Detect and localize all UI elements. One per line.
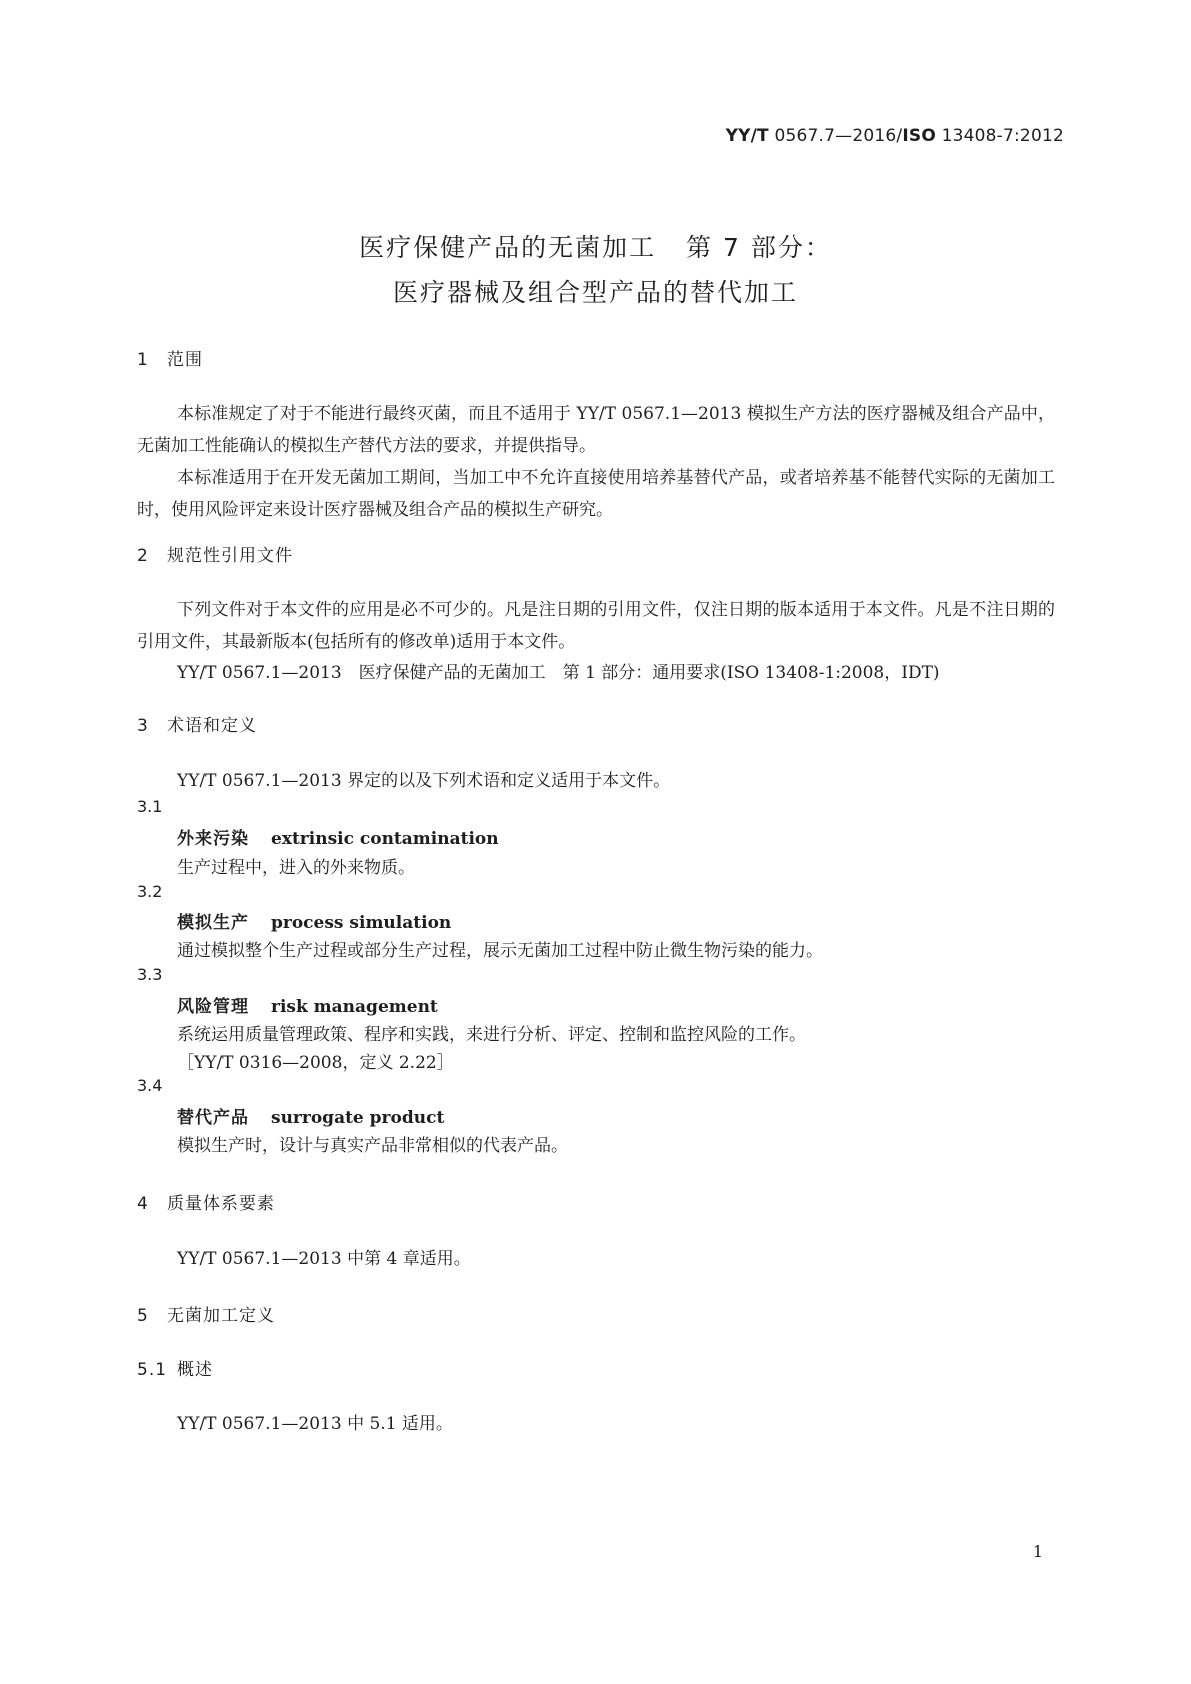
section-number: 3 [137, 716, 149, 736]
section-number: 5 [137, 1306, 149, 1326]
term-definition: 系统运用质量管理政策、程序和实践，来进行分析、评定、控制和监控风险的工作。 [177, 1025, 806, 1045]
term-number: 3.1 [137, 797, 163, 816]
subsection-heading-5-1 [137, 1355, 213, 1380]
section-heading-5 [137, 1301, 275, 1326]
term-definition: 通过模拟整个生产过程或部分生产过程，展示无菌加工过程中防止微生物污染的能力。 [177, 941, 823, 961]
section-title: 无菌加工定义 [167, 1306, 275, 1326]
term-en: extrinsic contamination [271, 829, 499, 849]
section-title: 范围 [167, 350, 203, 370]
section-heading-2 [137, 541, 293, 566]
term-title [177, 824, 499, 849]
code-prefix: YY/T [725, 126, 769, 146]
term-definition: 生产过程中，进入的外来物质。 [177, 858, 415, 878]
iso-prefix: ISO [902, 126, 936, 146]
iso-rest: 13408-7:2012 [935, 126, 1064, 146]
terms-intro: YY/T 0567.1—2013 界定的以及下列术语和定义适用于本文件。 [177, 771, 671, 791]
section-heading-4 [137, 1189, 275, 1214]
term-definition: 模拟生产时，设计与真实产品非常相似的代表产品。 [177, 1136, 568, 1156]
term-source-note: ［YY/T 0316—2008，定义 2.22］ [177, 1053, 454, 1073]
term-zh: 模拟生产 [177, 913, 249, 933]
term-number: 3.3 [137, 965, 163, 984]
document-title-line2: 医疗器械及组合型产品的替代加工 [392, 278, 798, 307]
section-number: 5.1 [137, 1360, 168, 1380]
section-heading-1 [137, 345, 203, 370]
term-zh: 风险管理 [177, 997, 249, 1017]
scope-paragraph-1: 本标准规定了对于不能进行最终灭菌，而且不适用于 YY/T 0567.1—2013 模拟生产方法的医疗器械及组合产品中，无菌加工性能确认的模拟生产替代方法的要求，并提供指导。 [137, 404, 1055, 456]
term-zh: 外来污染 [177, 829, 249, 849]
page-number: 1 [1032, 1542, 1043, 1561]
section-title: 质量体系要素 [167, 1194, 275, 1214]
title-part: 第 7 部分： [686, 233, 832, 262]
section-title: 规范性引用文件 [167, 546, 293, 566]
term-zh: 替代产品 [177, 1108, 249, 1128]
term-en: surrogate product [271, 1108, 445, 1128]
standard-code [726, 126, 1064, 146]
section-number: 4 [137, 1194, 149, 1214]
quality-paragraph: YY/T 0567.1—2013 中第 4 章适用。 [177, 1249, 471, 1269]
document-title-line1 [0, 228, 1191, 264]
section-number: 1 [137, 350, 149, 370]
term-en: process simulation [271, 913, 452, 933]
term-title [177, 908, 451, 933]
code-rest: 0567.7—2016/ [768, 126, 903, 146]
section-heading-3 [137, 711, 257, 736]
scope-paragraph-2: 本标准适用于在开发无菌加工期间，当加工中不允许直接使用培养基替代产品，或者培养基不能替代实际的无菌加工时，使用风险评定来设计医疗器械及组合产品的模拟生产研究。 [137, 468, 1055, 520]
section-number: 2 [137, 546, 149, 566]
term-en: risk management [271, 997, 438, 1017]
term-title [177, 992, 438, 1017]
term-title [177, 1103, 444, 1128]
normative-reference: YY/T 0567.1—2013 医疗保健产品的无菌加工 第 1 部分：通用要求(ISO 13408-1:2008，IDT) [177, 663, 940, 683]
term-number: 3.4 [137, 1076, 163, 1095]
normative-paragraph: 下列文件对于本文件的应用是必不可少的。凡是注日期的引用文件，仅注日期的版本适用于本文件。凡是不注日期的引用文件，其最新版本(包括所有的修改单)适用于本文件。 [137, 600, 1055, 652]
section-title: 术语和定义 [167, 716, 257, 736]
overview-paragraph: YY/T 0567.1—2013 中 5.1 适用。 [177, 1414, 453, 1434]
section-title: 概述 [177, 1360, 213, 1380]
term-number: 3.2 [137, 882, 163, 901]
title-main: 医疗保健产品的无菌加工 [359, 233, 657, 262]
